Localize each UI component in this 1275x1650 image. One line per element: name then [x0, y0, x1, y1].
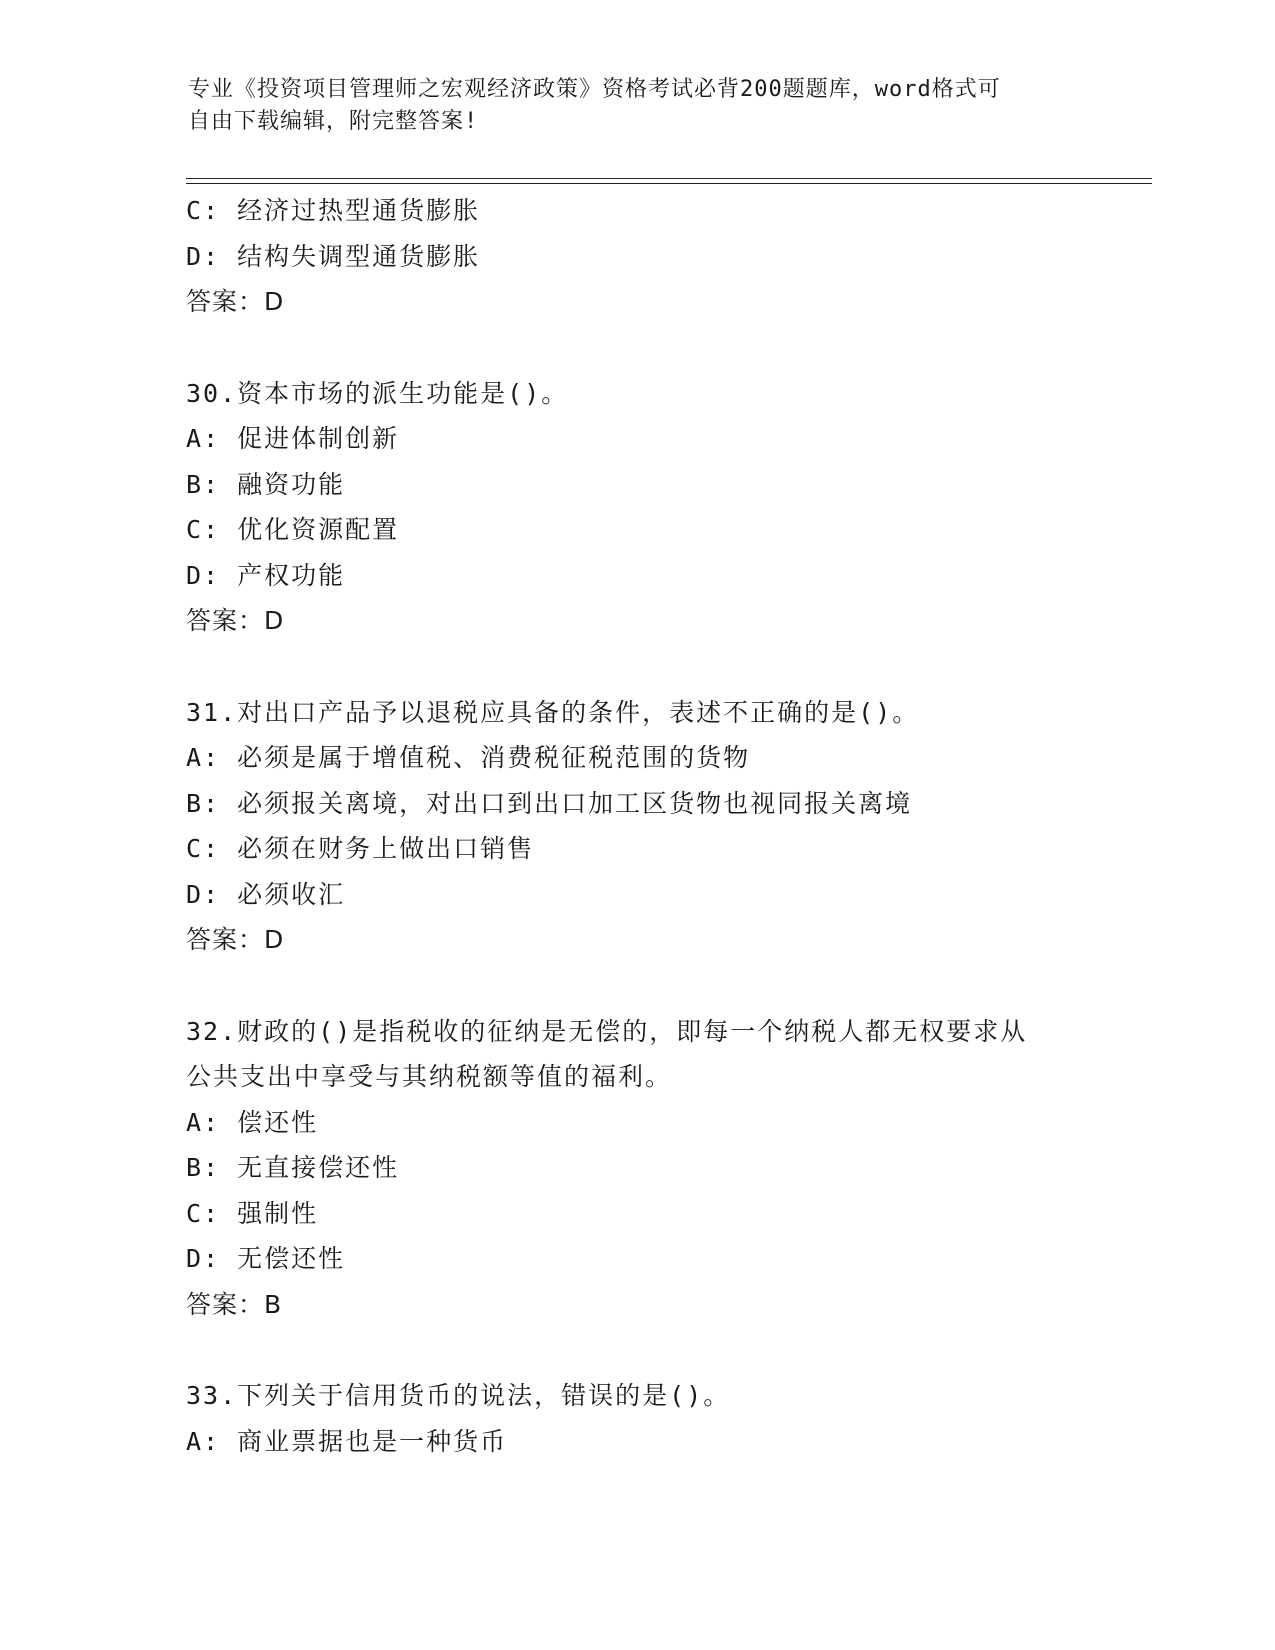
spacer [186, 644, 1186, 690]
spacer [186, 325, 1186, 371]
answer-line: 答案：D [186, 925, 285, 954]
option-d: D: 无偿还性 [186, 1244, 346, 1273]
option-b: B: 无直接偿还性 [186, 1153, 400, 1182]
option-a: A: 商业票据也是一种货币 [186, 1426, 508, 1456]
option-a: A: 必须是属于增值税、消费税征税范围的货物 [186, 743, 751, 772]
option-c: C: 经济过热型通货膨胀 [186, 196, 481, 225]
option-b: B: 必须报关离境，对出口到出口加工区货物也视同报关离境 [186, 788, 913, 818]
question-stem: 30.资本市场的派生功能是()。 [186, 378, 569, 408]
spacer [186, 963, 1186, 1009]
question-fragment [186, 188, 1186, 325]
question-31 [186, 690, 1186, 963]
answer-line: 答案：D [186, 287, 285, 316]
option-c: C: 优化资源配置 [186, 515, 400, 544]
option-a: A: 促进体制创新 [186, 424, 400, 453]
header-divider-bottom [186, 183, 1152, 184]
question-stem-line-2: 公共支出中享受与其纳税额等值的福利。 [186, 1062, 673, 1091]
question-32 [186, 1009, 1186, 1328]
question-30 [186, 371, 1186, 644]
question-stem: 33.下列关于信用货币的说法，错误的是()。 [186, 1381, 731, 1410]
option-b: B: 融资功能 [186, 469, 346, 499]
header-title-line-1: 专业《投资项目管理师之宏观经济政策》资格考试必背200题题库，word格式可 [188, 77, 1001, 102]
question-stem-line-1: 32.财政的()是指税收的征纳是无偿的，即每一个纳税人都无权要求从 [186, 1016, 1028, 1046]
question-33 [186, 1373, 1186, 1464]
header-title-line-2: 自由下载编辑，附完整答案! [188, 109, 479, 134]
header-divider-top [186, 178, 1152, 179]
answer-line: 答案：B [186, 1289, 283, 1319]
answer-line: 答案：D [186, 606, 285, 635]
page-header [188, 74, 1088, 138]
spacer [186, 1327, 1186, 1373]
question-stem: 31.对出口产品予以退税应具备的条件，表述不正确的是()。 [186, 697, 920, 727]
option-a: A: 偿还性 [186, 1107, 319, 1137]
option-c: C: 强制性 [186, 1198, 319, 1228]
option-c: C: 必须在财务上做出口销售 [186, 834, 535, 863]
option-d: D: 产权功能 [186, 560, 346, 590]
option-d: D: 必须收汇 [186, 879, 346, 909]
option-d: D: 结构失调型通货膨胀 [186, 241, 481, 271]
question-list [186, 188, 1186, 1464]
